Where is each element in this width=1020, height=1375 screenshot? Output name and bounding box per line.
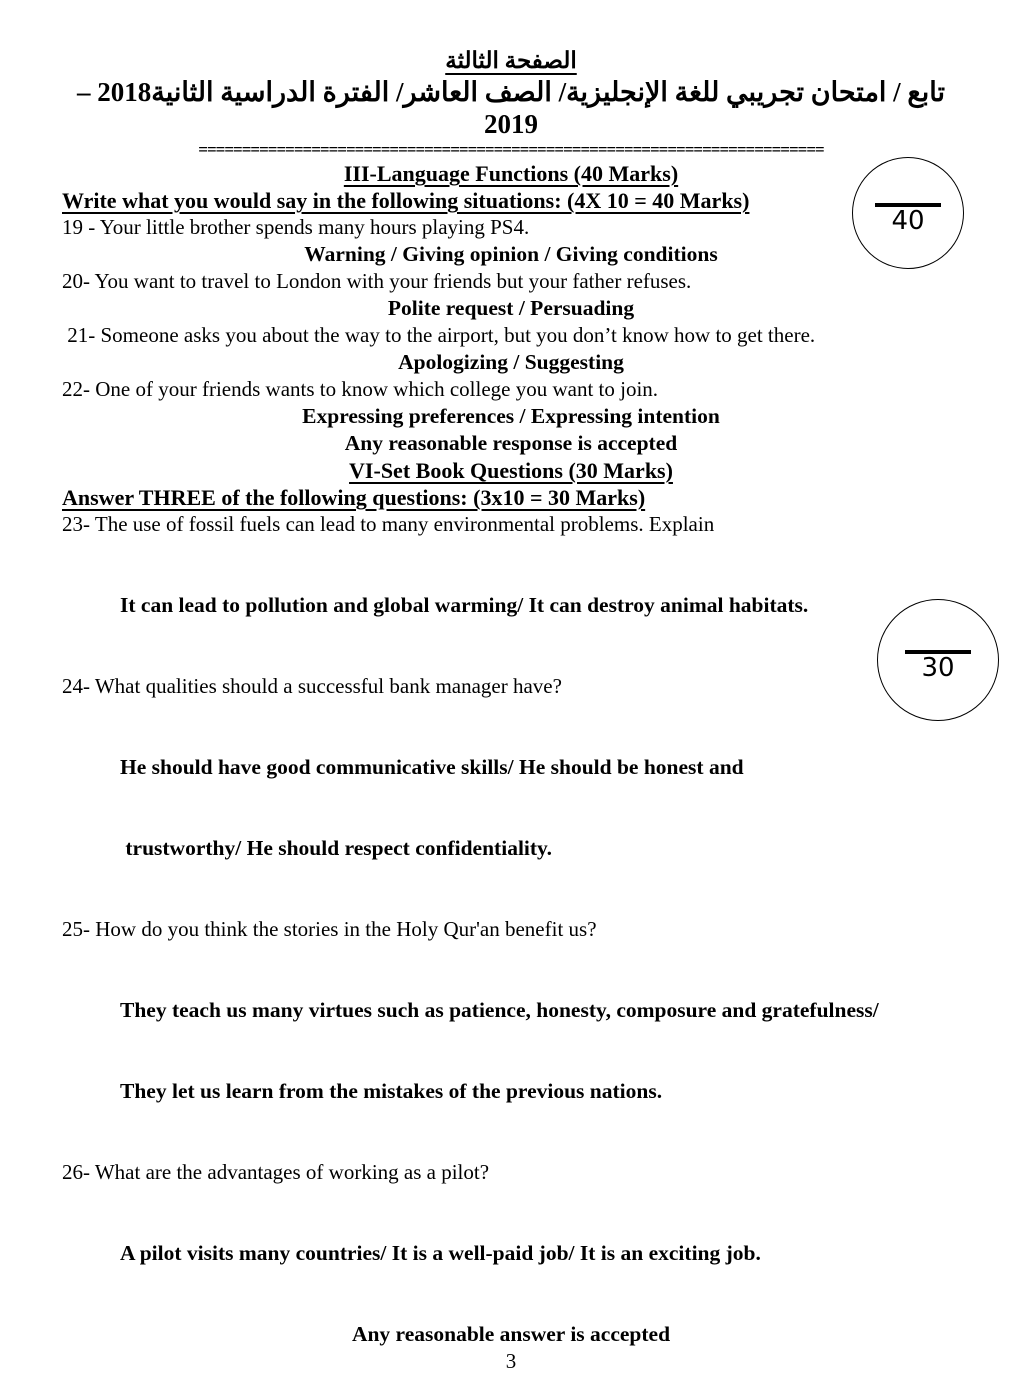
page-title-arabic: الصفحة الثالثة bbox=[445, 48, 577, 73]
note-answer-accepted: Any reasonable answer is accepted bbox=[351, 1322, 671, 1346]
exam-subtitle-arabic: تابع / امتحان تجريبي للغة الإنجليزية/ الصف العاشر/ الفترة الدراسية الثانية2018 – 2019 bbox=[76, 77, 946, 139]
marks-circle-30 bbox=[877, 599, 999, 721]
answer-26 bbox=[62, 1186, 960, 1321]
marks-total-30: 30 bbox=[921, 653, 955, 683]
answer-19: Warning / Giving opinion / Giving conditions bbox=[304, 242, 718, 266]
question-26: 26- What are the advantages of working as a pilot? bbox=[62, 1160, 490, 1184]
page-number: 3 bbox=[505, 1349, 517, 1373]
section-heading-language-functions: III-Language Functions (40 Marks) bbox=[343, 161, 679, 186]
answer-26-line-1: A pilot visits many countries/ It is a well-paid job/ It is an exciting job. bbox=[120, 1241, 761, 1265]
answer-24-line-1: He should have good communicative skills/ He should be honest and bbox=[120, 755, 744, 779]
answer-20: Polite request / Persuading bbox=[387, 296, 635, 320]
question-19: 19 - Your little brother spends many hours playing PS4. bbox=[62, 215, 530, 239]
answer-24-line-2: trustworthy/ He should respect confidentiality. bbox=[120, 836, 552, 860]
note-response-accepted: Any reasonable response is accepted bbox=[344, 431, 678, 455]
answer-23-line-1: It can lead to pollution and global warming/ It can destroy animal habitats. bbox=[120, 593, 809, 617]
marks-circle-40 bbox=[852, 157, 964, 269]
question-25: 25- How do you think the stories in the Holy Qur'an benefit us? bbox=[62, 917, 597, 941]
section-heading-set-book: VI-Set Book Questions (30 Marks) bbox=[349, 458, 673, 483]
marks-total-40: 40 bbox=[891, 206, 925, 236]
question-20: 20- You want to travel to London with your friends but your father refuses. bbox=[62, 269, 692, 293]
question-24: 24- What qualities should a successful bank manager have? bbox=[62, 674, 562, 698]
instruction-set-book: Answer THREE of the following questions: (3x10 = 30 Marks) bbox=[62, 485, 646, 510]
answer-23 bbox=[62, 538, 960, 673]
question-22: 22- One of your friends wants to know which college you want to join. bbox=[62, 377, 659, 401]
question-21: 21- Someone asks you about the way to the airport, but you don’t know how to get there. bbox=[62, 323, 816, 347]
answer-25-line-2: They let us learn from the mistakes of the previous nations. bbox=[120, 1079, 663, 1103]
answer-22: Expressing preferences / Expressing intention bbox=[302, 404, 720, 428]
answer-21: Apologizing / Suggesting bbox=[398, 350, 624, 374]
question-23: 23- The use of fossil fuels can lead to many environmental problems. Explain bbox=[62, 512, 715, 536]
answer-24 bbox=[62, 700, 960, 916]
separator-line: ======================================================================== bbox=[198, 140, 824, 159]
answer-25 bbox=[62, 943, 960, 1159]
answer-25-line-1: They teach us many virtues such as patience, honesty, composure and gratefulness/ bbox=[120, 998, 879, 1022]
instruction-language-functions: Write what you would say in the following situations: (4X 10 = 40 Marks) bbox=[62, 188, 750, 213]
